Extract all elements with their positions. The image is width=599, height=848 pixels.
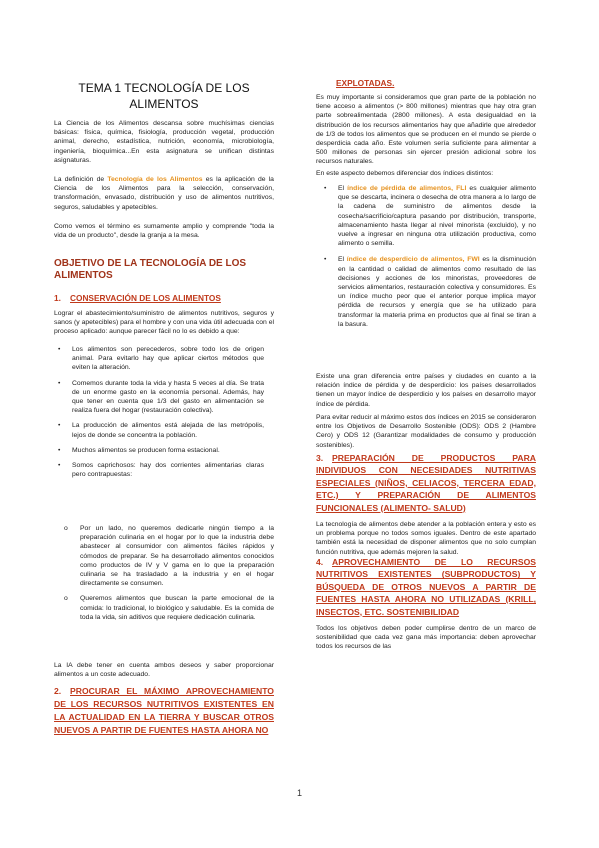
document-title xyxy=(54,80,274,112)
bullet-icon: • xyxy=(58,462,61,470)
section-3-title: PREPARACIÓN DE PRODUCTOS PARA INDIVIDUOS CON NECESIDADES NUTRITIVAS ESPECIALES (NIÑOS, CELIACOS, TERCERA EDAD, ETC.) Y PREPARACIÓN DE ALIMENTOS FUNCIONALES (ALIMENTO- SALUD) xyxy=(316,453,536,513)
section-4-text: Todos los objetivos deben poder cumplirse dentro de un marco de sostenibilidad que cada vez gana más importancia: deben aprovechar todos los recursos de las xyxy=(316,625,536,651)
list-item: • Los alimentos son perecederos, sobre todo los de origen animal. Para evitarlo hay que aplicar ciertos métodos que eviten la alteración. xyxy=(58,346,264,372)
section-3-heading xyxy=(316,452,536,514)
fwi-highlight: índice de desperdicio de alimentos, FWI xyxy=(346,256,480,264)
section-4-heading xyxy=(316,556,536,618)
fli-highlight: índice de pérdida de alimentos, FLI xyxy=(347,185,467,192)
section-1-title: CONSERVACIÓN DE LOS ALIMENTOS xyxy=(70,293,221,303)
list-item: • Somos caprichosos: hay dos corrientes alimentarias claras pero contrapuestas: xyxy=(58,462,264,479)
intro-paragraph-3: Como vemos el término es sumamente amplio y comprende "toda la vida de un producto", desde la granja a la mesa. xyxy=(54,223,274,240)
indices-intro: En este aspecto debemos diferenciar dos índices distintos: xyxy=(316,170,494,177)
bullet-icon: • xyxy=(58,346,61,353)
section-1-intro: Lograr el abastecimiento/suministro de alimentos nutritivos, seguros y sanos (y apetecibles) para el hombre y con una vida útil adecuada con el proceso aplicado: aunque parecer fácil no lo es debido a que: xyxy=(54,310,274,336)
sub-list-item: o Queremos alimentos que buscan la parte emocional de la comida: lo tradicional, lo biológico y saludable. Es la comida de toda la vida, sin aditivos que requiere dedicación culinaria. xyxy=(64,595,274,621)
sub-list-item: o Por un lado, no queremos dedicarle ningún tiempo a la preparación culinaria en el hogar por lo que la industria debe abastecer al consumidor con alimentos fáciles rápidos y cómodos de preparar. Se ha desarrollado alimentos conocidos como productos de IV y V gama en lo que la preparación culinaria se ha trasladado a la industria y en el hogar directamente se consumen. xyxy=(64,525,274,588)
bullet-icon: • xyxy=(58,446,61,454)
list-item-fwi: • El índice de desperdicio de alimentos, FWI es la disminución en la cantidad o calidad de alimentos como resultado de las decisiones y acciones de los minoristas, proveedores de servicios alimentarios, restauración colectiva y consumidores. Es un índice mucho peor que el anterior porque implica mayor pérdida de recursos y energía que se ha utilizado para transformar la materia prima en productos que al final se tiran a la basura. xyxy=(324,256,536,328)
bullet-icon: • xyxy=(58,422,61,430)
section-1-number: 1. xyxy=(54,293,61,303)
title-line-1: TEMA 1 TECNOLOGÍA DE LOS xyxy=(78,81,250,95)
section-1-heading xyxy=(54,293,274,304)
intro2-start: La definición de xyxy=(54,176,108,183)
section-2-heading-continued: EXPLOTADAS. xyxy=(336,78,395,88)
section-4-title: APROVECHAMIENTO DE LO RECURSOS NUTRITIVOS EXISTENTES (SUBPRODUCTOS) Y BÚSQUEDA DE OTROS NUEVOS A PARTIR DE FUENTES HASTA AHORA NO UTILIZADAS (KRILL, INSECTOS, ETC. SOSTENIBILIDAD xyxy=(316,557,536,617)
section-2-heading xyxy=(54,685,274,737)
circle-bullet-icon: o xyxy=(64,525,68,532)
section-4-number: 4. xyxy=(316,557,324,567)
ia-paragraph: La IA debe tener en cuenta ambos deseos y saber proporcionar alimentos a un coste adecuado. xyxy=(54,662,274,679)
hunger-paragraph: Es muy importante si consideramos que gran parte de la población no tiene acceso a alimentos (> 800 millones) mientras que hay otra gran parte sobrealimentada (2800 millones). A esta desigualdad en la distribución de los recursos alimentarios hay que añadirle que alrededor de 1/3 de todos los alimentos que se producen en el mundo se pierde o desperdicia cada año. Este volumen sería suficiente para alimentar a 500 millones de personas sin ejercer presión adicional sobre los recursos naturales. xyxy=(316,94,536,166)
ods-paragraph: Para evitar reducir al máximo estos dos índices en 2015 se consideraron entre los Objetivos de Desarrollo Sostenible (ODS): ODS 2 (Hambre Cero) y ODS 12 (Garantizar modalidades de consumo y producción sostenibles). xyxy=(316,414,536,449)
intro-paragraph-2 xyxy=(54,175,274,212)
list-item: • La producción de alimentos está alejada de las metrópolis, lejos de donde se concentra la población. xyxy=(58,422,264,439)
page-number: 1 xyxy=(296,788,302,798)
section-2-title: PROCURAR EL MÁXIMO APROVECHAMIENTO DE LOS RECURSOS NUTRITIVOS EXISTENTES EN LA ACTUALIDAD EN LA TIERRA Y BUSCAR OTROS NUEVOS A PARTIR DE FUENTES HASTA AHORA NO xyxy=(54,686,274,735)
list-item: • Comemos durante toda la vida y hasta 5 veces al día. Se trata de un enorme gasto en la economía personal. Además, hay que tener en cuenta que 1/3 del gasto en alimentación se realiza fuera del hogar (restauración colectiva). xyxy=(58,379,264,415)
intro2-end: es la aplicación de la Ciencia de los Alimentos para la selección, conservación, transformación, envasado, distribución y uso de alimentos nutritivos, seguros, saludables y apetecibles. xyxy=(54,176,274,211)
reasons-list xyxy=(58,345,264,479)
title-line-2: ALIMENTOS xyxy=(129,97,199,111)
countries-paragraph: Existe una gran diferencia entre países y ciudades en cuanto a la relación índice de pérdida y de desperdicio: los países desarrollados tienen un mayor índice de desperdicio y los países en desarrollo mayor índice de pérdida. xyxy=(316,373,536,408)
bullet-icon: • xyxy=(324,185,327,192)
list-item: • Muchos alimentos se producen forma estacional. xyxy=(58,446,220,454)
term-highlight: Tecnología de los Alimentos xyxy=(107,176,203,183)
section-2-number: 2. xyxy=(54,686,62,696)
section-3-number: 3. xyxy=(316,453,324,463)
intro-paragraph-1: La Ciencia de los Alimentos descansa sobre muchísimas ciencias básicas: física, química, fisiología, producción vegetal, producción animal, derecho, estadística, nutrición, economía, microbiología, ingeniería, bioquímica...En esta asignatura se unifican distintas asignaturas. xyxy=(54,120,274,164)
section-3-text: La tecnología de alimentos debe atender a la población entera y esto es un problema porque no todos somos iguales. Dentro de este apartado también está la necesidad de disponer alimentos que no solo cumplan función nutritiva, que además mejoren la salud. xyxy=(316,521,536,556)
bullet-icon: • xyxy=(58,379,61,387)
sub-list xyxy=(64,524,274,622)
circle-bullet-icon: o xyxy=(64,595,68,603)
indices-list xyxy=(324,184,536,329)
list-item-fli: • El índice de pérdida de alimentos, FLI es cualquier alimento que se descarta, incinera o desecha de otra manera a lo largo de la cadena de suministro de alimentos desde la cosecha/sacrificio/captura pasando por distribución, transporte, almacenamiento hasta llegar al nivel minorista (excluido), y no vuelve a ingresar en ninguna otra utilización productiva, como alimento o semilla. xyxy=(324,185,537,248)
bullet-icon: • xyxy=(324,256,327,264)
objective-heading: OBJETIVO DE LA TECNOLOGÍA DE LOS ALIMENTOS xyxy=(54,258,247,281)
